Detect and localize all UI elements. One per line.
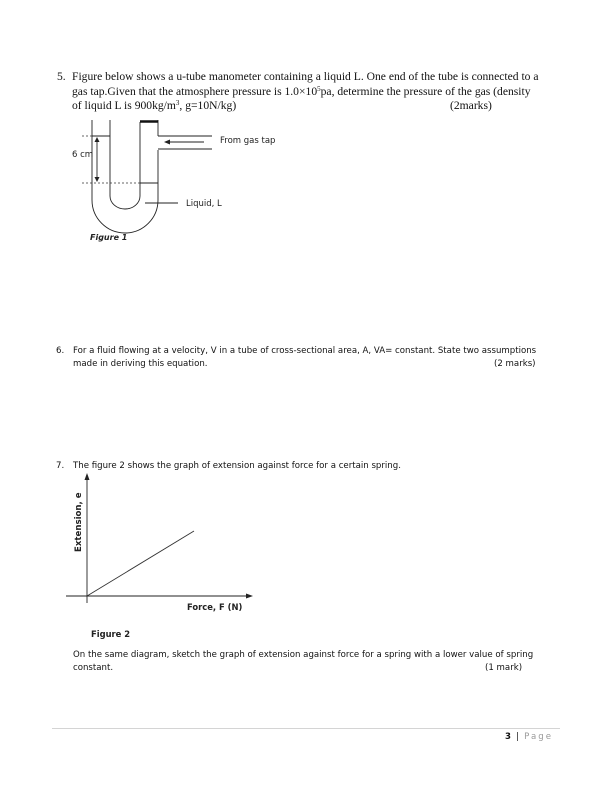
- u-tube-inner-wall: [110, 120, 140, 209]
- x-axis-arrow-icon: [246, 594, 253, 599]
- text-fragment: gas tap.Given that the atmosphere pressure is 1.0×10: [72, 84, 318, 98]
- question-text-line: constant.: [73, 663, 114, 673]
- spring-graph-line: [87, 531, 194, 596]
- u-tube-outer-wall: [92, 120, 158, 233]
- question-6: [56, 345, 566, 371]
- footer-divider: [52, 728, 560, 729]
- marks-label: (2marks): [450, 99, 492, 112]
- question-text-line: [72, 85, 567, 100]
- question-text-line: [72, 99, 567, 114]
- figure-2-caption: Figure 2: [91, 629, 131, 639]
- question-number: 5.: [57, 70, 66, 83]
- page-word: Page: [524, 732, 553, 742]
- gas-flow-arrow-icon: [164, 140, 204, 145]
- figure-1-manometer: [60, 120, 300, 250]
- marks-label: (2 marks): [494, 359, 536, 369]
- text-fragment: pa, determine the pressure of the gas (density: [320, 84, 531, 98]
- marks-label: (1 mark): [485, 663, 523, 673]
- x-axis: [66, 594, 253, 599]
- height-double-arrow-icon: [95, 137, 100, 182]
- gas-tap-label: From gas tap: [220, 136, 276, 146]
- question-text-line: The figure 2 shows the graph of extension against force for a certain spring.: [73, 461, 401, 471]
- question-number: 6.: [56, 346, 65, 356]
- question-7-instruction: [73, 649, 563, 675]
- figure-2-graph: [60, 470, 260, 640]
- exponent: 3: [175, 99, 180, 107]
- page-footer: [505, 732, 553, 742]
- figure-1-caption: Figure 1: [90, 233, 128, 242]
- u-tube: [92, 120, 212, 233]
- question-text-line: Figure below shows a u-tube manometer containing a liquid L. One end of the tube is connected to a: [72, 70, 539, 83]
- exponent: 5: [317, 84, 321, 93]
- liquid-label: Liquid, L: [186, 199, 222, 209]
- question-number: 7.: [56, 461, 65, 471]
- y-axis-arrow-icon: [85, 473, 90, 480]
- height-label: 6 cm: [72, 150, 94, 160]
- question-5: [57, 70, 567, 114]
- text-fragment: , g=10N/kg): [179, 99, 237, 112]
- question-text-line: For a fluid flowing at a velocity, V in a tube of cross-sectional area, A, VA= constant. State two assumptions: [73, 346, 537, 356]
- text-fragment: of liquid L is 900kg/m: [72, 99, 176, 112]
- y-axis: [85, 473, 90, 603]
- page-number: 3: [505, 732, 513, 742]
- question-text-line: made in deriving this equation.: [73, 359, 208, 369]
- footer-separator: |: [516, 732, 521, 742]
- question-text-line: On the same diagram, sketch the graph of extension against force for a spring with a lower value of spring: [73, 650, 534, 660]
- y-axis-label: Extension, e: [74, 492, 84, 552]
- x-axis-label: Force, F (N): [187, 602, 243, 612]
